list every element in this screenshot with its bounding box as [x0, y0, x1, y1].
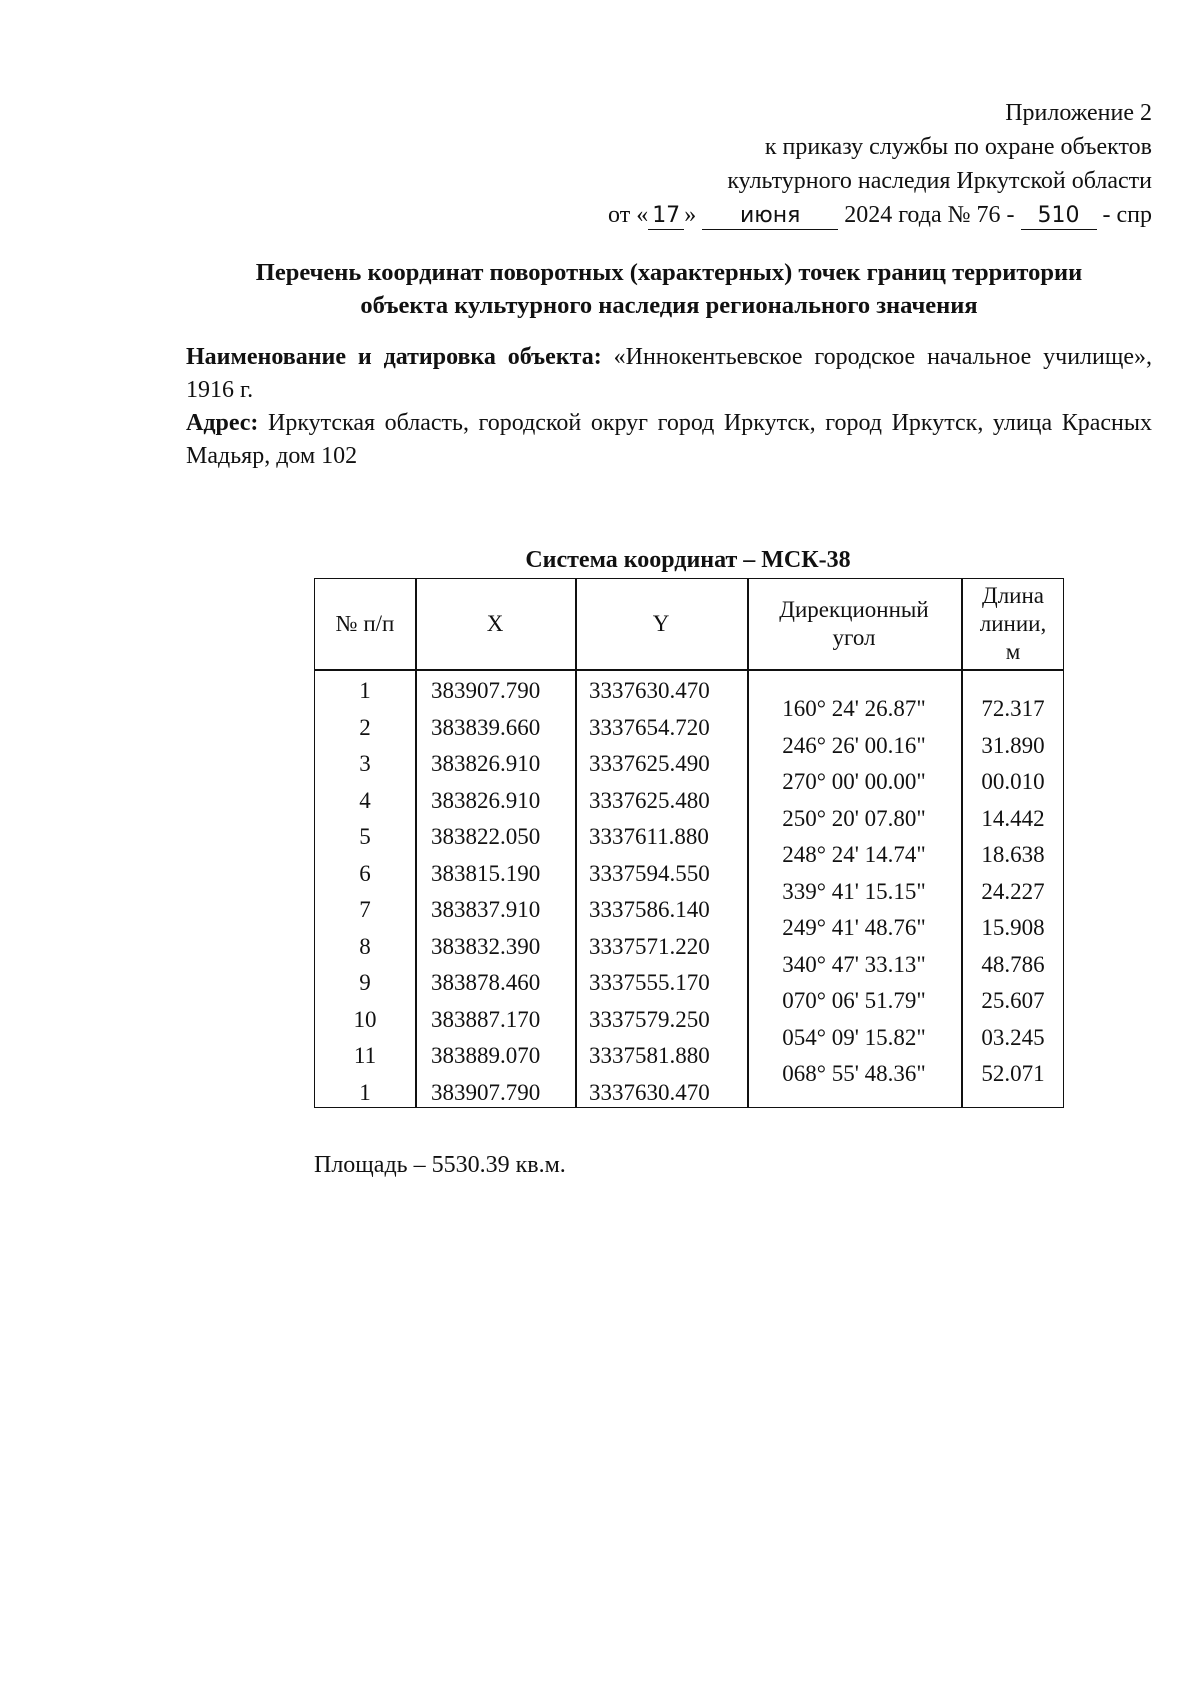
y-coordinate-cell: 3337654.720 — [589, 714, 710, 740]
direction-angle-cell: 248° 24' 14.74" — [782, 842, 926, 867]
x-coordinate-cell: 383826.910 — [431, 751, 541, 776]
header-angle — [747, 579, 961, 669]
line-length-cell: 31.890 — [981, 732, 1045, 758]
line-length-cell: 24.227 — [981, 878, 1045, 904]
title-line-1: Перечень координат поворотных (характерных) точек границ территории — [255, 259, 1083, 286]
point-number-cell: 8 — [359, 933, 371, 959]
point-number-cell: 11 — [353, 1043, 377, 1068]
y-coordinate-cell: 3337586.140 — [589, 897, 710, 922]
object-name-label: Наименование и датировка объекта: — [186, 344, 602, 370]
point-number-cell: 5 — [359, 824, 371, 849]
handwritten-day: 17 — [648, 203, 684, 230]
line-length-cell: 48.786 — [981, 951, 1045, 977]
point-number-cell: 2 — [359, 714, 371, 740]
angle-column — [747, 691, 961, 1093]
point-number-cell: 9 — [359, 970, 371, 995]
point-number-cell: 3 — [359, 751, 371, 776]
point-number-cell: 1 — [359, 678, 371, 703]
appendix-header — [452, 96, 1152, 232]
header-angle-line-1: Дирекционный — [779, 597, 929, 622]
order-date-line — [452, 198, 1152, 232]
header-angle-line-2: угол — [832, 625, 876, 650]
title-line-2: объекта культурного наследия регионального значения — [360, 292, 978, 319]
handwritten-month: июня — [702, 203, 838, 230]
x-coordinate-cell: 383826.910 — [431, 787, 541, 813]
x-coordinate-cell: 383889.070 — [431, 1043, 541, 1068]
y-coordinate-cell: 3337625.490 — [589, 751, 710, 776]
y-coordinate-cell: 3337571.220 — [589, 933, 710, 959]
header-y: Y — [652, 611, 670, 636]
direction-angle-cell: 246° 26' 00.16" — [782, 732, 926, 758]
x-coordinate-cell: 383837.910 — [431, 897, 541, 922]
line-length-cell: 14.442 — [981, 805, 1045, 831]
address-value: Иркутская область, городской округ город Иркутск, город Иркутск, улица Красных Мадьяр, дом 102 — [186, 410, 1153, 469]
direction-angle-cell: 068° 55' 48.36" — [782, 1061, 926, 1086]
direction-angle-cell: 340° 47' 33.13" — [782, 951, 926, 977]
direction-angle-cell: 070° 06' 51.79" — [782, 988, 926, 1013]
x-coordinate-cell: 383907.790 — [431, 1079, 541, 1105]
point-number-column — [315, 673, 415, 1111]
direction-angle-cell: 339° 41' 15.15" — [782, 878, 926, 904]
x-coordinate-cell: 383822.050 — [431, 824, 541, 849]
line-length-cell: 03.245 — [981, 1024, 1045, 1050]
quote-close: » — [684, 202, 697, 228]
order-suffix: - спр — [1102, 202, 1152, 228]
y-coordinate-cell: 3337630.470 — [589, 1079, 710, 1105]
document-title — [186, 256, 1152, 322]
direction-angle-cell: 054° 09' 15.82" — [782, 1024, 926, 1050]
address-label: Адрес: — [186, 410, 259, 436]
y-coordinate-cell: 3337625.480 — [589, 787, 710, 813]
x-column — [415, 673, 575, 1111]
y-coordinate-cell: 3337579.250 — [589, 1006, 710, 1032]
coordinates-table — [314, 578, 1064, 1108]
y-coordinate-cell: 3337611.880 — [589, 824, 709, 849]
direction-angle-cell: 160° 24' 26.87" — [782, 696, 926, 721]
point-number-cell: 10 — [353, 1006, 377, 1032]
object-name-value: «Иннокентьевское городское начальное училище», 1916 г. — [186, 344, 1153, 403]
year-text: 2024 года № 76 - — [844, 202, 1015, 228]
y-coordinate-cell: 3337594.550 — [589, 860, 710, 886]
direction-angle-cell: 270° 00' 00.00" — [782, 769, 926, 794]
line-length-cell: 52.071 — [981, 1061, 1045, 1086]
header-num: № п/п — [335, 611, 395, 636]
handwritten-order-number: 510 — [1021, 203, 1097, 230]
y-coordinate-cell: 3337555.170 — [589, 970, 710, 995]
from-prefix: от « — [608, 202, 649, 228]
line-length-cell: 15.908 — [981, 915, 1045, 940]
x-coordinate-cell: 383887.170 — [431, 1006, 541, 1032]
y-column — [575, 673, 747, 1111]
line-length-cell: 18.638 — [981, 842, 1045, 867]
point-number-cell: 4 — [359, 787, 371, 813]
point-number-cell: 6 — [359, 860, 371, 886]
x-coordinate-cell: 383839.660 — [431, 714, 541, 740]
x-coordinate-cell: 383815.190 — [431, 860, 541, 886]
y-coordinate-cell: 3337581.880 — [589, 1043, 710, 1068]
length-column — [961, 691, 1065, 1093]
line-length-cell: 25.607 — [981, 988, 1045, 1013]
object-info — [186, 341, 1152, 473]
y-coordinate-cell: 3337630.470 — [589, 678, 710, 703]
header-length-line-2: линии, — [979, 611, 1047, 636]
direction-angle-cell: 249° 41' 48.76" — [782, 915, 926, 940]
address-paragraph — [186, 407, 1152, 473]
order-reference-line: к приказу службы по охране объектов — [764, 134, 1152, 160]
header-x: X — [486, 611, 504, 636]
area-total: Площадь – 5530.39 кв.м. — [314, 1152, 566, 1178]
object-name-paragraph — [186, 341, 1152, 407]
point-number-cell: 1 — [359, 1079, 371, 1105]
table-caption: Система координат – МСК-38 — [525, 547, 851, 573]
x-coordinate-cell: 383878.460 — [431, 970, 541, 995]
direction-angle-cell: 250° 20' 07.80" — [782, 805, 926, 831]
header-divider — [315, 669, 1063, 671]
appendix-number: Приложение 2 — [1005, 100, 1152, 126]
header-length-line-1: Длина — [982, 583, 1044, 608]
line-length-cell: 72.317 — [981, 696, 1045, 721]
point-number-cell: 7 — [359, 897, 371, 922]
x-coordinate-cell: 383832.390 — [431, 933, 541, 959]
x-coordinate-cell: 383907.790 — [431, 678, 541, 703]
header-length-line-3: м — [1005, 639, 1021, 664]
agency-line: культурного наследия Иркутской области — [727, 168, 1152, 194]
header-length — [961, 579, 1065, 669]
line-length-cell: 00.010 — [981, 769, 1045, 794]
